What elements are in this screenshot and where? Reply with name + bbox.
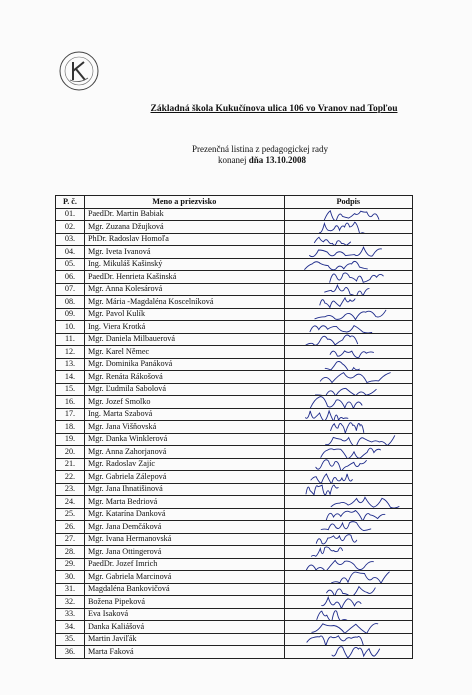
person-name: Mgr. Ľudmila Sabolová bbox=[84, 383, 284, 396]
signature-cell bbox=[284, 296, 412, 309]
table-row bbox=[56, 483, 413, 496]
signature-cell bbox=[284, 608, 412, 621]
handwritten-signature-icon bbox=[285, 646, 413, 659]
table-row bbox=[56, 646, 413, 659]
signature-cell bbox=[284, 383, 412, 396]
date-prefix: konanej bbox=[217, 155, 247, 165]
signature-cell bbox=[284, 433, 412, 446]
table-row bbox=[56, 608, 413, 621]
attendance-table bbox=[55, 195, 413, 659]
person-name: Mgr. Iveta Ivanová bbox=[84, 246, 284, 259]
row-number: 19. bbox=[56, 433, 85, 446]
row-number: 29. bbox=[56, 558, 85, 571]
table-row bbox=[56, 471, 413, 484]
person-name: Mgr. Jana Demčáková bbox=[84, 521, 284, 534]
signature-cell bbox=[284, 471, 412, 484]
table-row bbox=[56, 383, 413, 396]
table-row bbox=[56, 433, 413, 446]
row-number: 08. bbox=[56, 296, 85, 309]
row-number: 26. bbox=[56, 521, 85, 534]
person-name: Ing. Marta Szabová bbox=[84, 408, 284, 421]
person-name: Mgr. Daniela Milbauerová bbox=[84, 333, 284, 346]
handwritten-signature-icon bbox=[285, 333, 413, 346]
table-row bbox=[56, 233, 413, 246]
table-row bbox=[56, 583, 413, 596]
table-row bbox=[56, 458, 413, 471]
person-name: Mgr. Jozef Smolko bbox=[84, 396, 284, 409]
person-name: Ing. Mikuláš Kašinský bbox=[84, 258, 284, 271]
signature-cell bbox=[284, 321, 412, 334]
row-number: 18. bbox=[56, 421, 85, 434]
school-name: Základná škola Kukučínova ulica 106 vo Vranov nad Topľou bbox=[150, 104, 398, 114]
handwritten-signature-icon bbox=[285, 308, 413, 321]
row-number: 10. bbox=[56, 321, 85, 334]
header-number: P. č. bbox=[56, 196, 85, 209]
person-name: Mgr. Marta Bedriová bbox=[84, 496, 284, 509]
signature-cell bbox=[284, 571, 412, 584]
table-row bbox=[56, 596, 413, 609]
row-number: 22. bbox=[56, 471, 85, 484]
row-number: 24. bbox=[56, 496, 85, 509]
row-number: 35. bbox=[56, 633, 85, 646]
row-number: 17. bbox=[56, 408, 85, 421]
person-name: Mgr. Gabriela Zálepová bbox=[84, 471, 284, 484]
table-row bbox=[56, 271, 413, 284]
row-number: 32. bbox=[56, 596, 85, 609]
table-row bbox=[56, 296, 413, 309]
signature-cell bbox=[284, 258, 412, 271]
handwritten-signature-icon bbox=[285, 558, 413, 571]
person-name: Mgr. Mária -Magdaléna Koscelníková bbox=[84, 296, 284, 309]
handwritten-signature-icon bbox=[285, 408, 413, 421]
signature-cell bbox=[284, 521, 412, 534]
header-name: Meno a priezvisko bbox=[84, 196, 284, 209]
row-number: 16. bbox=[56, 396, 85, 409]
handwritten-signature-icon bbox=[285, 446, 413, 459]
table-row bbox=[56, 633, 413, 646]
person-name: PaedDr. Henrieta Kašinská bbox=[84, 271, 284, 284]
person-name: Marta Faková bbox=[84, 646, 284, 659]
person-name: Eva Isaková bbox=[84, 608, 284, 621]
school-emblem-icon bbox=[58, 50, 100, 92]
row-number: 03. bbox=[56, 233, 85, 246]
row-number: 28. bbox=[56, 546, 85, 559]
signature-cell bbox=[284, 246, 412, 259]
person-name: PaedDr. Jozef Imrich bbox=[84, 558, 284, 571]
person-name: Mgr. Zuzana Džujková bbox=[84, 221, 284, 234]
table-row bbox=[56, 258, 413, 271]
row-number: 14. bbox=[56, 371, 85, 384]
signature-cell bbox=[284, 221, 412, 234]
table-row bbox=[56, 246, 413, 259]
row-number: 04. bbox=[56, 246, 85, 259]
person-name: Mgr. Dominika Panáková bbox=[84, 358, 284, 371]
person-name: Ing. Viera Krotká bbox=[84, 321, 284, 334]
handwritten-signature-icon bbox=[285, 296, 413, 309]
handwritten-signature-icon bbox=[285, 508, 413, 521]
table-row bbox=[56, 446, 413, 459]
row-number: 06. bbox=[56, 271, 85, 284]
person-name: PaedDr. Martin Babiak bbox=[84, 208, 284, 221]
signature-cell bbox=[284, 233, 412, 246]
handwritten-signature-icon bbox=[285, 596, 413, 609]
signature-cell bbox=[284, 271, 412, 284]
signature-cell bbox=[284, 596, 412, 609]
row-number: 34. bbox=[56, 621, 85, 634]
person-name: Mgr. Jana Višňovská bbox=[84, 421, 284, 434]
handwritten-signature-icon bbox=[285, 421, 413, 434]
row-number: 33. bbox=[56, 608, 85, 621]
handwritten-signature-icon bbox=[285, 496, 413, 509]
person-name: Mgr. Gabriela Marcinová bbox=[84, 571, 284, 584]
handwritten-signature-icon bbox=[285, 621, 413, 634]
signature-cell bbox=[284, 583, 412, 596]
table-row bbox=[56, 408, 413, 421]
header-signature: Podpis bbox=[284, 196, 412, 209]
row-number: 13. bbox=[56, 358, 85, 371]
person-name: Mgr. Anna Zahorjanová bbox=[84, 446, 284, 459]
person-name: Mgr. Jana Ihnatišinová bbox=[84, 483, 284, 496]
title-line: Prezenčná listina z pedagogickej rady bbox=[192, 144, 328, 154]
handwritten-signature-icon bbox=[285, 571, 413, 584]
table-row bbox=[56, 308, 413, 321]
row-number: 05. bbox=[56, 258, 85, 271]
signature-cell bbox=[284, 208, 412, 221]
person-name: Božena Pipeková bbox=[84, 596, 284, 609]
signature-cell bbox=[284, 621, 412, 634]
person-name: Mgr. Jana Ottingerová bbox=[84, 546, 284, 559]
signature-cell bbox=[284, 483, 412, 496]
table-body bbox=[56, 208, 413, 658]
table-row bbox=[56, 396, 413, 409]
signature-cell bbox=[284, 633, 412, 646]
signature-cell bbox=[284, 346, 412, 359]
row-number: 02. bbox=[56, 221, 85, 234]
row-number: 31. bbox=[56, 583, 85, 596]
table-row bbox=[56, 208, 413, 221]
person-name: Mgr. Renáta Rákošová bbox=[84, 371, 284, 384]
handwritten-signature-icon bbox=[285, 608, 413, 621]
handwritten-signature-icon bbox=[285, 371, 413, 384]
person-name: Mgr. Pavol Kulík bbox=[84, 308, 284, 321]
handwritten-signature-icon bbox=[285, 546, 413, 559]
handwritten-signature-icon bbox=[285, 246, 413, 259]
handwritten-signature-icon bbox=[285, 583, 413, 596]
person-name: Mgr. Danka Winklerová bbox=[84, 433, 284, 446]
table-row bbox=[56, 283, 413, 296]
handwritten-signature-icon bbox=[285, 271, 413, 284]
table-row bbox=[56, 546, 413, 559]
school-heading bbox=[0, 104, 472, 114]
handwritten-signature-icon bbox=[285, 383, 413, 396]
table-row bbox=[56, 508, 413, 521]
row-number: 20. bbox=[56, 446, 85, 459]
table-row bbox=[56, 521, 413, 534]
handwritten-signature-icon bbox=[285, 221, 413, 234]
handwritten-signature-icon bbox=[285, 233, 413, 246]
handwritten-signature-icon bbox=[285, 471, 413, 484]
table-row bbox=[56, 321, 413, 334]
signature-cell bbox=[284, 308, 412, 321]
handwritten-signature-icon bbox=[285, 283, 413, 296]
meeting-date: dňa 13.10.2008 bbox=[248, 155, 306, 165]
row-number: 11. bbox=[56, 333, 85, 346]
handwritten-signature-icon bbox=[285, 258, 413, 271]
person-name: Mgr. Radoslav Zajíc bbox=[84, 458, 284, 471]
person-name: Mgr. Karel Němec bbox=[84, 346, 284, 359]
row-number: 09. bbox=[56, 308, 85, 321]
table-row bbox=[56, 358, 413, 371]
signature-cell bbox=[284, 533, 412, 546]
handwritten-signature-icon bbox=[285, 358, 413, 371]
signature-cell bbox=[284, 283, 412, 296]
signature-cell bbox=[284, 421, 412, 434]
signature-cell bbox=[284, 371, 412, 384]
signature-cell bbox=[284, 408, 412, 421]
signature-cell bbox=[284, 396, 412, 409]
person-name: Martin Javiľák bbox=[84, 633, 284, 646]
row-number: 30. bbox=[56, 571, 85, 584]
person-name: Mgr. Ivana Hermanovská bbox=[84, 533, 284, 546]
handwritten-signature-icon bbox=[285, 396, 413, 409]
row-number: 21. bbox=[56, 458, 85, 471]
signature-cell bbox=[284, 333, 412, 346]
table-row bbox=[56, 496, 413, 509]
table-header-row bbox=[56, 196, 413, 209]
signature-cell bbox=[284, 546, 412, 559]
person-name: PhDr. Radoslav Homoľa bbox=[84, 233, 284, 246]
table-row bbox=[56, 571, 413, 584]
person-name: Mgr. Anna Kolesárová bbox=[84, 283, 284, 296]
document-title bbox=[0, 144, 472, 166]
date-line bbox=[26, 155, 472, 166]
table-row bbox=[56, 221, 413, 234]
row-number: 07. bbox=[56, 283, 85, 296]
signature-cell bbox=[284, 558, 412, 571]
signature-cell bbox=[284, 446, 412, 459]
table-row bbox=[56, 421, 413, 434]
table-row bbox=[56, 371, 413, 384]
handwritten-signature-icon bbox=[285, 346, 413, 359]
row-number: 01. bbox=[56, 208, 85, 221]
row-number: 36. bbox=[56, 646, 85, 659]
row-number: 12. bbox=[56, 346, 85, 359]
row-number: 25. bbox=[56, 508, 85, 521]
person-name: Mgr. Katarína Danková bbox=[84, 508, 284, 521]
table-row bbox=[56, 558, 413, 571]
signature-cell bbox=[284, 358, 412, 371]
signature-cell bbox=[284, 496, 412, 509]
signature-cell bbox=[284, 646, 412, 659]
row-number: 15. bbox=[56, 383, 85, 396]
handwritten-signature-icon bbox=[285, 321, 413, 334]
row-number: 23. bbox=[56, 483, 85, 496]
handwritten-signature-icon bbox=[285, 633, 413, 646]
table-row bbox=[56, 621, 413, 634]
handwritten-signature-icon bbox=[285, 458, 413, 471]
person-name: Danka Kaliášová bbox=[84, 621, 284, 634]
table-row bbox=[56, 533, 413, 546]
signature-cell bbox=[284, 508, 412, 521]
signature-cell bbox=[284, 458, 412, 471]
handwritten-signature-icon bbox=[285, 533, 413, 546]
handwritten-signature-icon bbox=[285, 433, 413, 446]
table-row bbox=[56, 333, 413, 346]
row-number: 27. bbox=[56, 533, 85, 546]
handwritten-signature-icon bbox=[285, 521, 413, 534]
handwritten-signature-icon bbox=[285, 483, 413, 496]
person-name: Magdaléna Bankovičová bbox=[84, 583, 284, 596]
handwritten-signature-icon bbox=[285, 208, 413, 221]
table-row bbox=[56, 346, 413, 359]
